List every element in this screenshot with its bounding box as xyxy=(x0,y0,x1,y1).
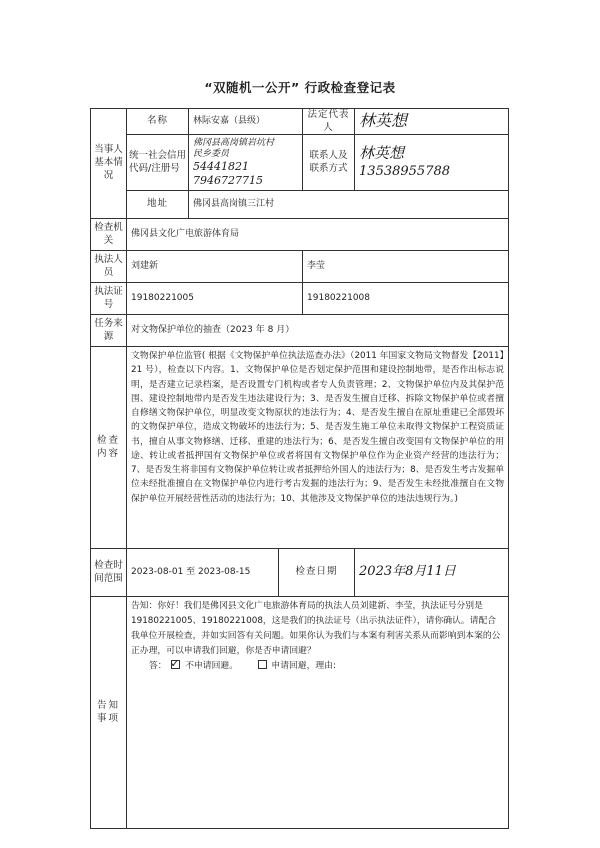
cert-number-1: 19180221005 xyxy=(127,283,303,315)
inspection-form xyxy=(90,108,509,829)
credit-code-handwritten xyxy=(189,135,303,191)
answer-prefix: 答： xyxy=(149,660,167,671)
name-label: 名称 xyxy=(127,109,189,135)
credit-code-label: 统一社会信用代码/注册号 xyxy=(127,135,189,191)
inspection-date-handwritten: 2023年8月11日 xyxy=(355,549,509,597)
credit-code-line-2: 民乡委员 xyxy=(193,148,230,159)
notice-label: 告知事项 xyxy=(91,597,127,829)
inspection-org-value: 佛冈县文化广电旅游体育局 xyxy=(127,219,509,251)
task-source-label: 任务来源 xyxy=(91,315,127,347)
party-section-label: 当事人基本情况 xyxy=(91,109,127,219)
task-source-value: 对文物保护单位的抽查（2023 年 8 月） xyxy=(127,315,509,347)
contact-handwritten xyxy=(355,135,509,191)
recusal-answer xyxy=(131,656,504,674)
option-no-checkbox[interactable] xyxy=(170,656,180,670)
time-range-label: 检查时间范围 xyxy=(91,549,127,597)
credit-code-line-3: 54441821 7946727715 xyxy=(193,160,263,187)
option-yes-label: 申请回避，理由: xyxy=(271,660,336,671)
contact-label: 联系人及联系方式 xyxy=(303,135,355,191)
option-yes-checkbox[interactable] xyxy=(258,660,267,669)
legal-rep-label: 法定代表人 xyxy=(303,109,355,135)
officer-2: 李莹 xyxy=(303,251,509,283)
inspection-org-label: 检查机关 xyxy=(91,219,127,251)
address-label: 地址 xyxy=(127,191,189,219)
cert-number-2: 19180221008 xyxy=(303,283,509,315)
contact-phone: 13538955788 xyxy=(359,163,451,179)
notice-text: 告知：你好！我们是佛冈县文化广电旅游体育局的执法人员刘建新、李莹，执法证号分别是 19180221005、19180221008，这是我们的执法证号（出示执法证件），请你确认。请配合我单位开展检查，并如实回答有关问题。如果你认为我们与本案有利害关系从而影响到本案的公正办理，可以申请我们回避，你是否申请回避？ xyxy=(131,601,501,656)
inspection-content-label: 检查内容 xyxy=(91,347,127,549)
option-no-label: 不申请回避。 xyxy=(185,660,238,671)
contact-name: 林英想 xyxy=(359,144,405,163)
form-title: “双随机一公开” 行政检查登记表 xyxy=(204,80,396,95)
officers-label: 执法人员 xyxy=(91,251,127,283)
cert-numbers-label: 执法证号 xyxy=(91,283,127,315)
checkmark-icon: ✓ xyxy=(170,656,180,670)
inspection-date-label: 检查日期 xyxy=(279,549,355,597)
legal-rep-signature: 林英想 xyxy=(355,109,509,135)
officer-1: 刘建新 xyxy=(127,251,303,283)
name-value: 林际安嘉（县级） xyxy=(189,109,303,135)
credit-code-line-1: 佛冈县高岗镇岩坑村 xyxy=(193,137,275,148)
address-value: 佛冈县高岗镇三江村 xyxy=(189,191,509,219)
time-range-value: 2023-08-01 至 2023-08-15 xyxy=(127,549,279,597)
notice-cell xyxy=(127,597,509,829)
inspection-content-text: 文物保护单位监管( 根据《文物保护单位执法巡查办法》（2011 年国家文物局文物督发【2011】21 号），检查以下内容。1、文物保护单位是否划定保护范围和建设控制地带，是否作出标志说明，是否建立记录档案，是否设置专门机构或者专人负责管理；2、文物保护单位内及其保护范围、建设控制地带内是否发生违法建设行为；3、是否发生擅自迁移、拆除文物保护单位或者擅自修缮文物保护单位，明显改变文物原状的违法行为；4、是否发生擅自在原址重建已全部毁坏的文物保护单位，造成文物破坏的违法行为；5、是否发生施工单位未取得文物保护工程资质证书，擅自从事文物修缮、迁移、重建的违法行为；6、是否发生擅自改变国有文物保护单位的用途、转让或者抵押国有文物保护单位或者将国有文物保护单位作为企业资产经营的违法行为；7、是否发生将非国有文物保护单位转让或者抵押给外国人的违法行为；8、是否发生考古发掘单位未经批准擅自在文物保护单位内进行考古发掘的违法行为；9、是否发生未经批准擅自在文物保护单位开展经营性活动的违法行为；10、其他涉及文物保护单位的违法违规行为。) xyxy=(127,347,509,549)
